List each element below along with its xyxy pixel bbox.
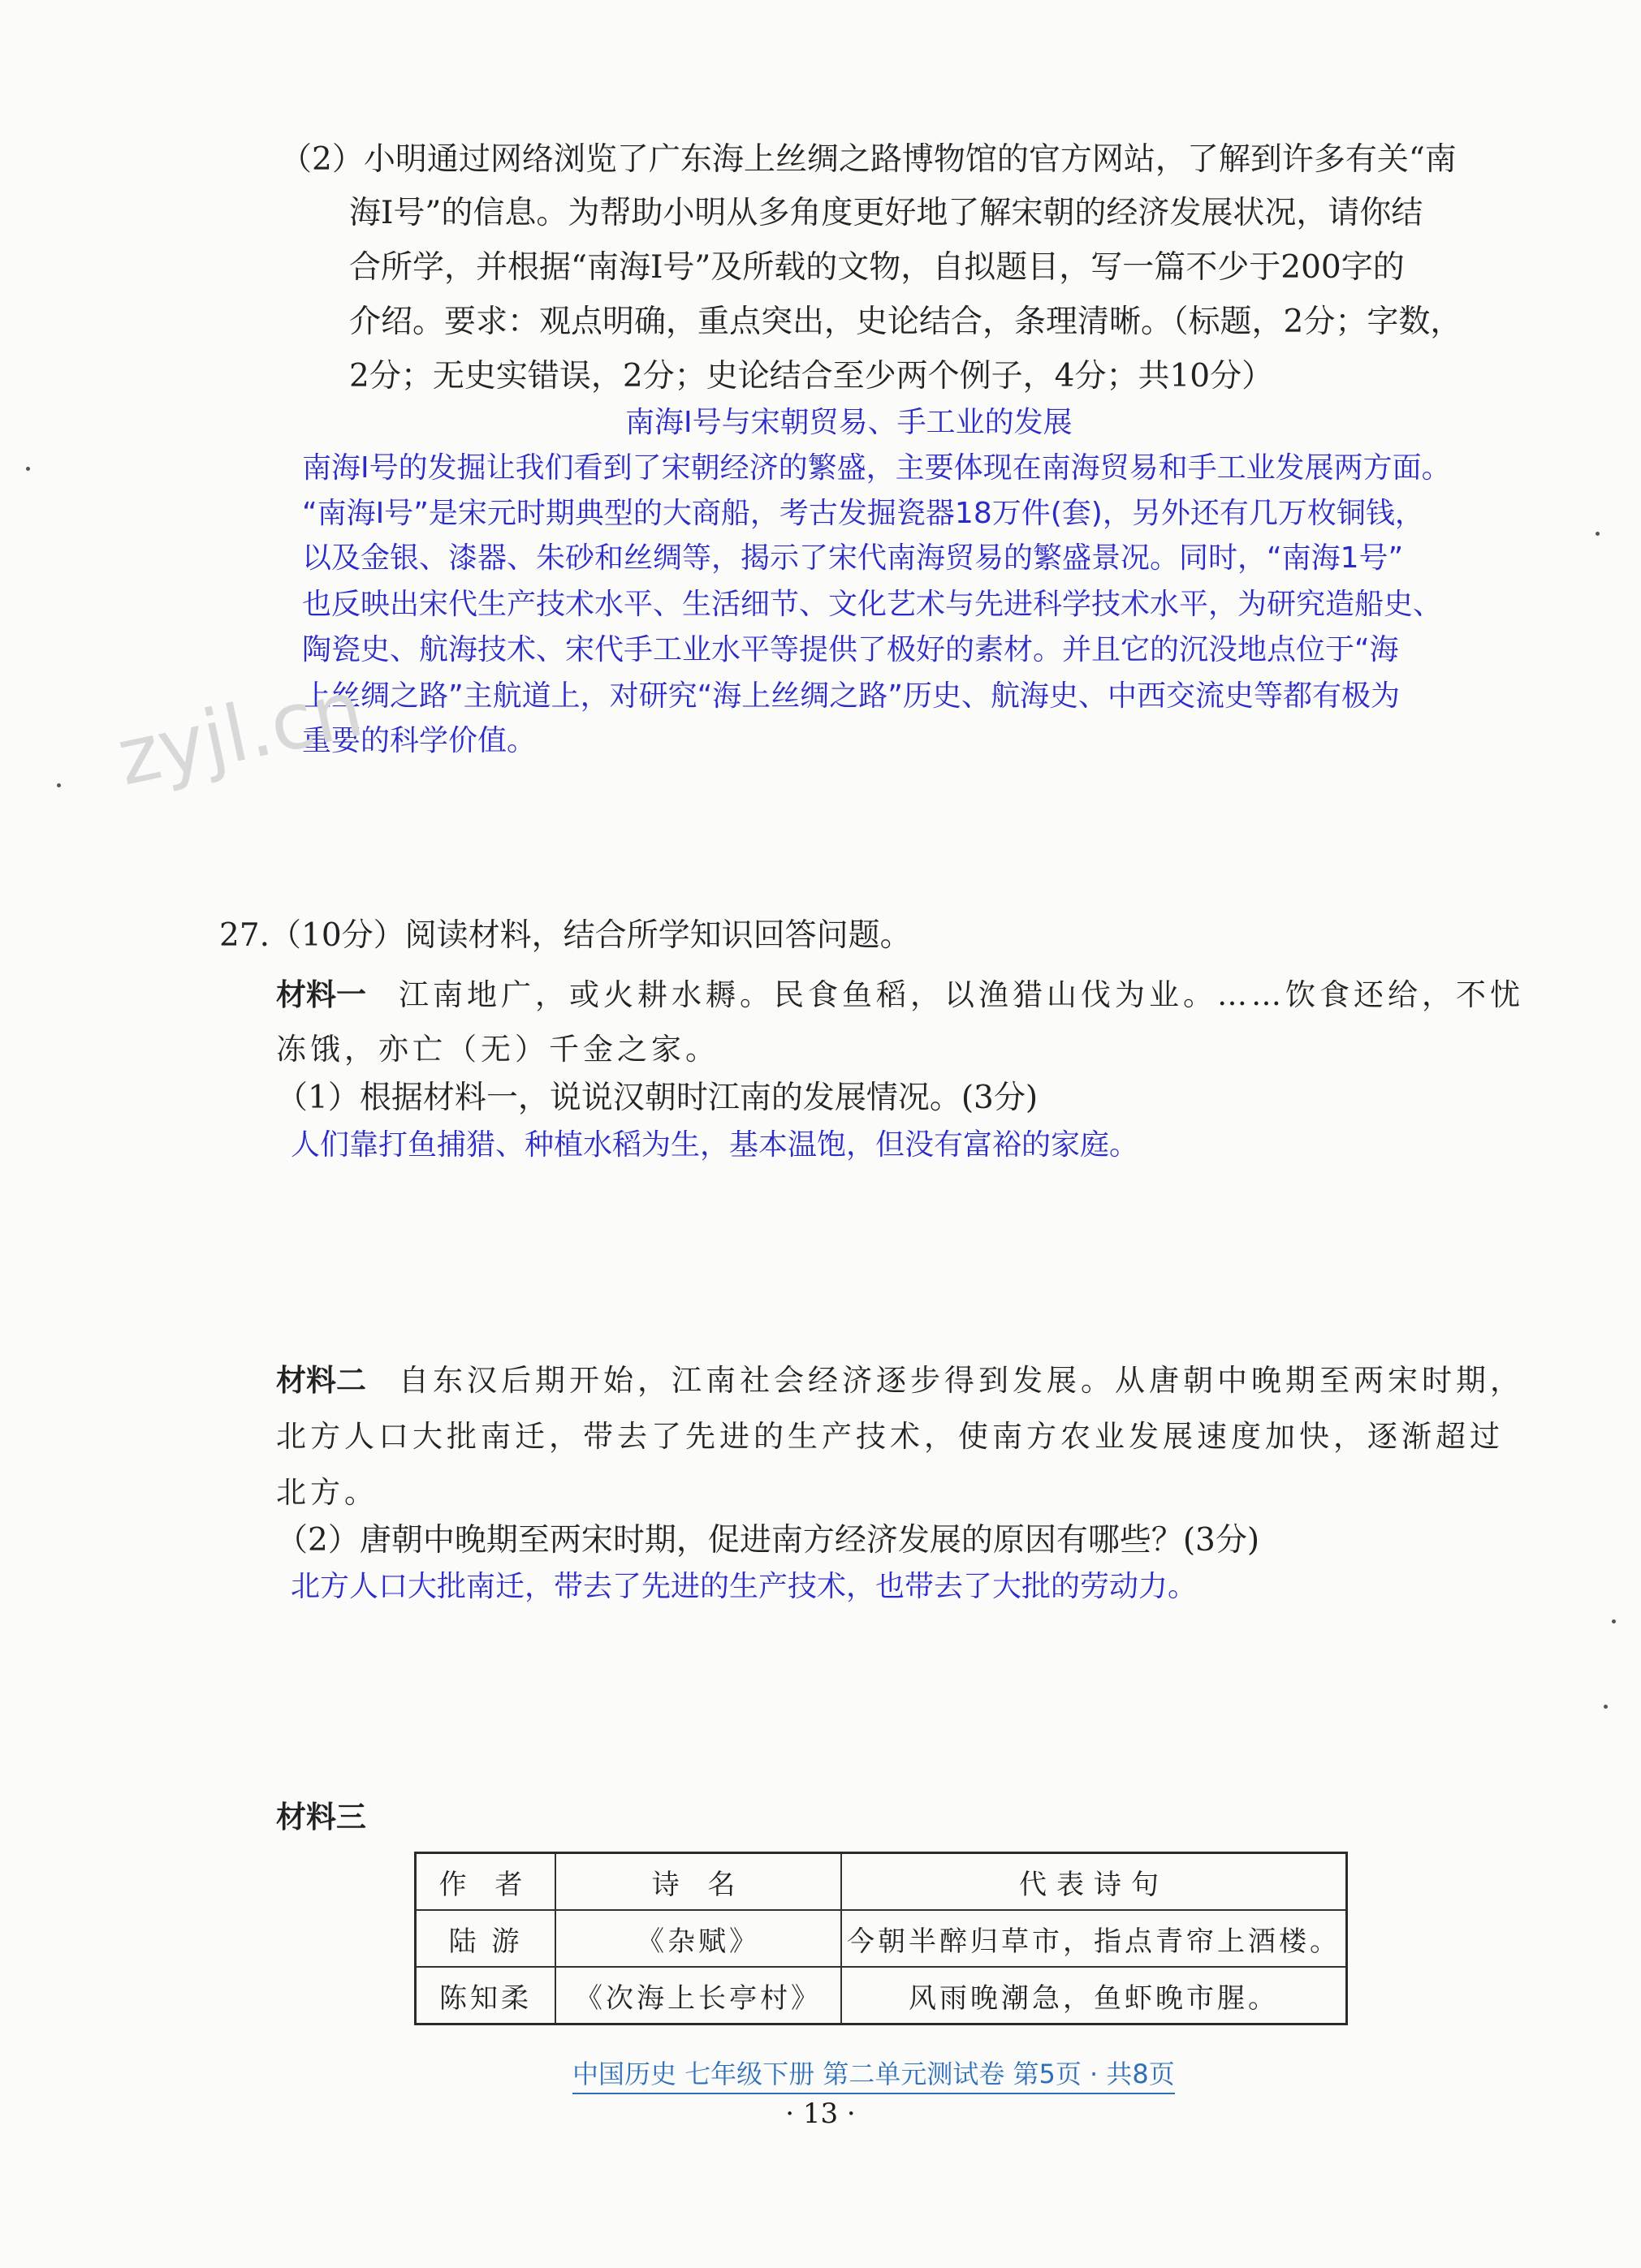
material-2-label: 材料二 [276, 1363, 366, 1398]
q26-line-3: 合所学，并根据“南海Ⅰ号”及所载的文物，自拟题目，写一篇不少于200字的 [349, 249, 1405, 286]
table-cell: 《杂赋》 [555, 1910, 841, 1967]
material-1-text-2: 冻饿，亦亡（无）千金之家。 [276, 1032, 719, 1067]
material-3-label: 材料三 [276, 1800, 366, 1835]
table-header: 作 者 [416, 1853, 556, 1911]
q26-line-4: 介绍。要求：观点明确，重点突出，史论结合，条理清晰。（标题，2分；字数， [349, 304, 1462, 340]
table-header: 诗 名 [555, 1853, 841, 1911]
material-2-line-1 [276, 1356, 1524, 1399]
table-cell: 《次海上长亭村》 [555, 1967, 841, 2024]
material-2-text-2: 北方人口大批南迁，带去了先进的生产技术，使南方农业发展速度加快，逐渐超过 [276, 1419, 1504, 1454]
q27-header: 27.（10分）阅读材料，结合所学知识回答问题。 [219, 917, 912, 954]
scan-speck [57, 783, 61, 787]
scan-speck [26, 467, 30, 471]
watermark: zyjl.cn [110, 662, 371, 804]
answer-essay-title: 南海I号与宋朝贸易、手工业的发展 [625, 406, 1073, 439]
answer-essay-line-1: 南海I号的发掘让我们看到了宋朝经济的繁盛，主要体现在南海贸易和手工业发展两方面。 [302, 451, 1451, 485]
scan-speck [1612, 1619, 1616, 1623]
table-cell: 陈知柔 [416, 1967, 556, 2024]
table-cell: 陆 游 [416, 1910, 556, 1967]
material-2-text-3: 北方。 [276, 1475, 378, 1510]
sub2-question: （2）唐朝中晚期至两宋时期，促进南方经济发展的原因有哪些？(3分) [276, 1522, 1260, 1559]
page-number: · 13 · [785, 2098, 856, 2130]
poem-table [414, 1852, 1348, 2025]
table-cell: 今朝半醉归草市，指点青帘上酒楼。 [841, 1910, 1347, 1967]
table-header: 代表诗句 [841, 1853, 1347, 1911]
table-row [416, 1910, 1347, 1967]
answer-essay-line-4: 也反映出宋代生产技术水平、生活细节、文化艺术与先进科学技术水平，为研究造船史、 [302, 588, 1443, 621]
answer-essay-line-2: “南海I号”是宋元时期典型的大商船，考古发掘瓷器18万件(套)，另外还有几万枚铜钱， [302, 497, 1424, 530]
material-1-label: 材料一 [276, 977, 366, 1012]
scan-speck [1604, 1705, 1608, 1709]
material-1-line-1 [276, 970, 1524, 1014]
q26-line-5: 2分；无史实错误，2分；史论结合至少两个例子，4分；共10分） [349, 358, 1274, 395]
answer-essay-line-3: 以及金银、漆器、朱砂和丝绸等，揭示了宋代南海贸易的繁盛景况。同时，“南海1号” [302, 541, 1404, 575]
sub1-question: （1）根据材料一，说说汉朝时江南的发展情况。(3分) [276, 1080, 1039, 1116]
answer-essay-line-5: 陶瓷史、航海技术、宋代手工业水平等提供了极好的素材。并且它的沉没地点位于“海 [302, 633, 1399, 666]
table-row [416, 1967, 1347, 2024]
page-footer: 中国历史 七年级下册 第二单元测试卷 第5页 · 共8页 [572, 2054, 1175, 2094]
material-2-text-1: 自东汉后期开始，江南社会经济逐步得到发展。从唐朝中晚期至两宋时期， [399, 1363, 1524, 1398]
table-header-row [416, 1853, 1347, 1911]
material-1-text-1: 江南地广，或火耕水耨。民食鱼稻，以渔猎山伐为业。……饮食还给，不忧 [399, 977, 1524, 1012]
sub2-answer: 北方人口大批南迁，带去了先进的生产技术，也带去了大批的劳动力。 [291, 1570, 1198, 1603]
answer-essay-line-7: 重要的科学价值。 [302, 724, 537, 757]
scan-speck [1596, 532, 1600, 536]
q26-line-1: （2）小明通过网络浏览了广东海上丝绸之路博物馆的官方网站，了解到许多有关“南 [280, 141, 1457, 178]
answer-essay-line-6: 上丝绸之路”主航道上，对研究“海上丝绸之路”历史、航海史、中西交流史等都有极为 [302, 679, 1400, 713]
sub1-answer: 人们靠打鱼捕猎、种植水稻为生，基本温饱，但没有富裕的家庭。 [291, 1128, 1139, 1162]
table-cell: 风雨晚潮急，鱼虾晚市腥。 [841, 1967, 1347, 2024]
q26-line-2: 海Ⅰ号”的信息。为帮助小明从多角度更好地了解宋朝的经济发展状况，请你结 [349, 195, 1423, 231]
